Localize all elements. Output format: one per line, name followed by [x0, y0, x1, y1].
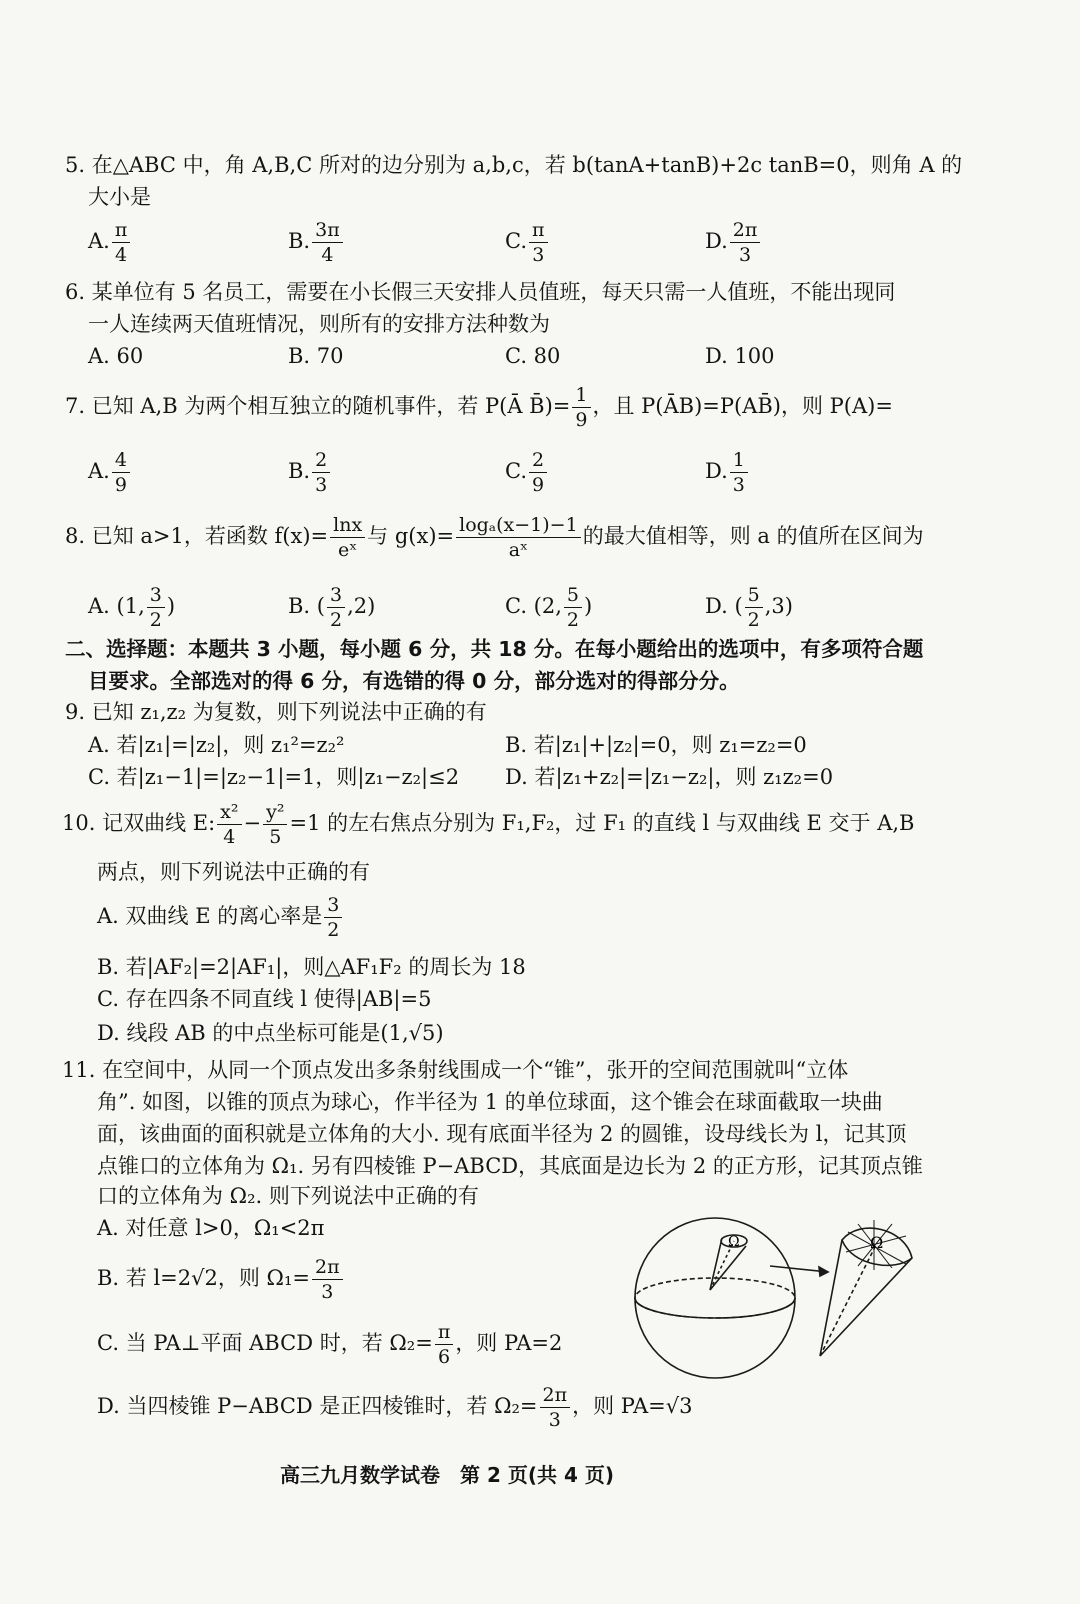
- q7-option-b: B. $\frac{2}{3}$: [288, 448, 332, 497]
- q11-stem-line2: 角”. 如图，以锥的顶点为球心，作半径为 1 的单位球面，这个锥会在球面截取一块曲: [97, 1090, 883, 1114]
- q7-option-a: A. $\frac{4}{9}$: [88, 448, 132, 497]
- q5-stem-line2: 大小是: [88, 185, 151, 209]
- arrow-head: [819, 1267, 828, 1276]
- q9-option-a: A. 若|z₁|=|z₂|，则 z₁²=z₂²: [88, 733, 345, 757]
- unit-sphere: [635, 1218, 795, 1378]
- q10-stem-line2: 两点，则下列说法中正确的有: [97, 860, 370, 884]
- solid-angle-figure: [630, 1210, 940, 1390]
- q9-stem: 9. 已知 z₁,z₂ 为复数，则下列说法中正确的有: [65, 700, 487, 724]
- figure-label-large: Ω: [870, 1233, 884, 1252]
- q5-option-a: A. $\frac{\pi}{4}$: [88, 218, 132, 267]
- q11-stem-line5: 口的立体角为 Ω₂. 则下列说法中正确的有: [97, 1184, 479, 1208]
- q11-option-c: C. 当 PA⊥平面 ABCD 时，若 Ω₂= $\frac{\pi}{6}$ ，则 PA=2: [97, 1321, 563, 1368]
- q10-option-b: B. 若|AF₂|=2|AF₁|，则△AF₁F₂ 的周长为 18: [97, 955, 526, 979]
- q8-option-c: C. (2, $\frac{5}{2}$ ): [505, 584, 593, 631]
- figure-label-small: Ω: [728, 1234, 740, 1250]
- q5-option-d: D. $\frac{2\pi}{3}$: [705, 218, 762, 267]
- q5-stem-line1: 5. 在△ABC 中，角 A,B,C 所对的边分别为 a,b,c，若 b(tanA+tanB)+2c tanB=0，则角 A 的: [65, 153, 963, 177]
- q6-option-a: A. 60: [88, 344, 144, 368]
- q8-option-d: D. ( $\frac{5}{2}$ ,3): [705, 584, 793, 631]
- section-2-heading-line1: 二、选择题：本题共 3 小题，每小题 6 分，共 18 分。在每小题给出的选项中，有多项符合题: [65, 637, 924, 661]
- q11-stem-line1: 11. 在空间中，从同一个顶点发出多条射线围成一个“锥”，张开的空间范围就叫“立体: [62, 1058, 849, 1082]
- q5-option-b: B. $\frac{3\pi}{4}$: [288, 218, 345, 267]
- page-footer: 高三九月数学试卷 第 2 页(共 4 页): [280, 1463, 614, 1487]
- q11-option-b: B. 若 l=2√2，则 Ω₁= $\frac{2\pi}{3}$: [97, 1255, 345, 1304]
- q11-stem-line3: 面，该曲面的面积就是立体角的大小. 现有底面半径为 2 的圆锥，设母线长为 l，记其顶: [97, 1122, 907, 1146]
- q6-stem-line1: 6. 某单位有 5 名员工，需要在小长假三天安排人员值班，每天只需一人值班，不能出现同: [65, 280, 896, 304]
- section-2-heading-line2: 目要求。全部选对的得 6 分，有选错的得 0 分，部分选对的得部分分。: [88, 669, 740, 693]
- q7-option-c: C. $\frac{2}{9}$: [505, 448, 549, 497]
- q9-option-b: B. 若|z₁|+|z₂|=0，则 z₁=z₂=0: [505, 733, 807, 757]
- q8-option-b: B. ( $\frac{3}{2}$ ,2): [288, 584, 376, 631]
- q7-stem: 7. 已知 A,B 为两个相互独立的随机事件，若 P(Ā B̄)= $\frac{1}{9}$ ，且 P(ĀB)=P(AB̄)，则 P(A)=: [65, 384, 893, 431]
- q11-option-a: A. 对任意 l>0，Ω₁<2π: [97, 1216, 325, 1240]
- q7-option-d: D. $\frac{1}{3}$: [705, 448, 750, 497]
- q9-option-c: C. 若|z₁−1|=|z₂−1|=1，则|z₁−z₂|≤2: [88, 765, 460, 789]
- q10-option-d: D. 线段 AB 的中点坐标可能是(1,√5): [97, 1021, 444, 1045]
- q10-option-c: C. 存在四条不同直线 l 使得|AB|=5: [97, 987, 432, 1011]
- q6-option-c: C. 80: [505, 344, 561, 368]
- q10-option-a: A. 双曲线 E 的离心率是 $\frac{3}{2}$: [97, 893, 344, 942]
- q5-option-c: C. $\frac{\pi}{3}$: [505, 218, 550, 267]
- large-cone-sides: [820, 1240, 912, 1356]
- q8-option-a: A. (1, $\frac{3}{2}$ ): [88, 584, 176, 631]
- q10-stem-line1: 10. 记双曲线 E: $\frac{\text{x²}}{4}$ − $\frac{\text{y²}}{5}$ =1 的左右焦点分别为 F₁,F₂，过 F₁ 的直线 l 与双曲线 E 交于 A,B: [62, 801, 915, 848]
- q6-stem-line2: 一人连续两天值班情况，则所有的安排方法种数为: [88, 312, 550, 336]
- q6-option-d: D. 100: [705, 344, 775, 368]
- q11-stem-line4: 点锥口的立体角为 Ω₁. 另有四棱锥 P−ABCD，其底面是边长为 2 的正方形，记其顶点锥: [97, 1154, 923, 1178]
- q8-stem: 8. 已知 a>1，若函数 f(x)= $\frac{\ln x}{\text{eˣ}}$ 与 g(x)= $\frac{\text{logₐ(x−1)−1}}{\text{aˣ}}$ 的最大值相等，则 a 的值所在区间为: [65, 514, 924, 561]
- q6-option-b: B. 70: [288, 344, 344, 368]
- q9-option-d: D. 若|z₁+z₂|=|z₁−z₂|，则 z₁z₂=0: [505, 765, 834, 789]
- q11-option-d: D. 当四棱锥 P−ABCD 是正四棱锥时，若 Ω₂= $\frac{2\pi}{3}$ ，则 PA=√3: [97, 1384, 693, 1431]
